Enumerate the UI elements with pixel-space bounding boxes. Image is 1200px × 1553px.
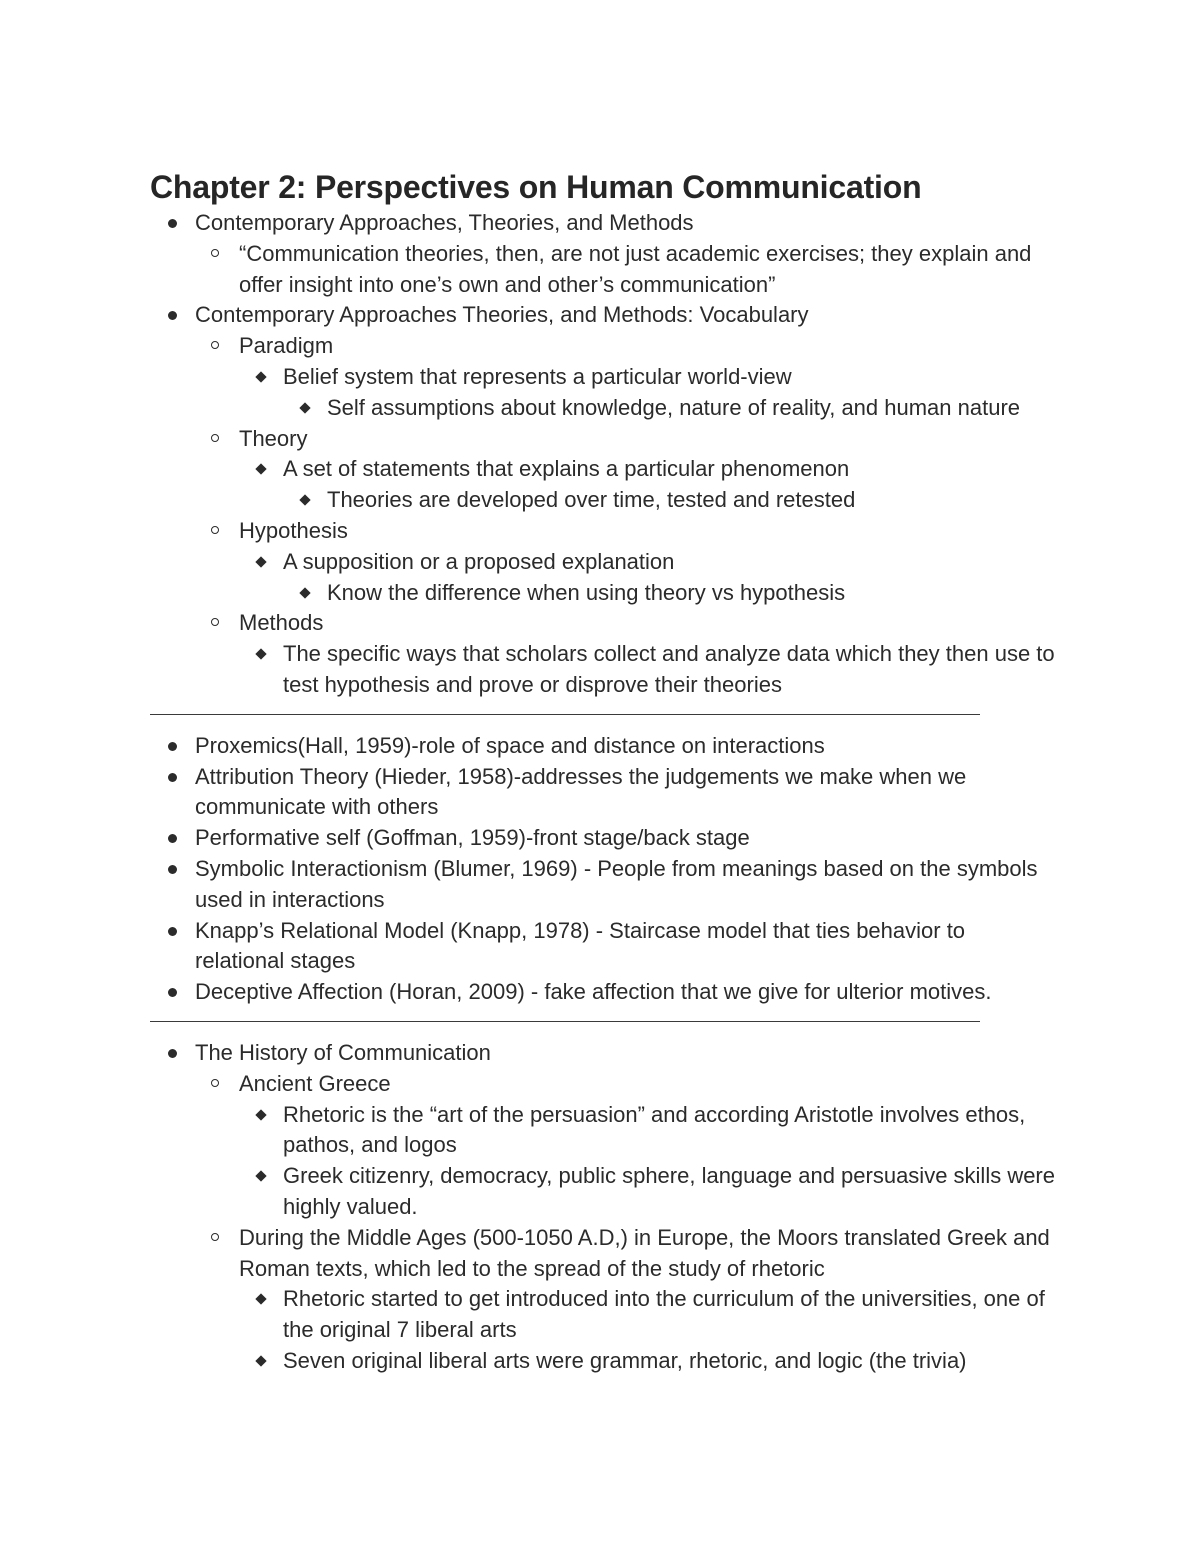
list-item (150, 300, 1060, 700)
diamond-bullet-icon (299, 495, 310, 506)
document-page (150, 168, 1060, 1377)
section-approaches (150, 208, 1060, 701)
bullet-icon (168, 219, 177, 228)
list-item (150, 1038, 1060, 1377)
bullet-icon (168, 988, 177, 997)
term-detail: Self assumptions about knowledge, nature of reality, and human nature (327, 394, 1021, 420)
term-definition: A set of statements that explains a particular phenomenon (283, 456, 850, 482)
section-theorists (150, 731, 1060, 1008)
circle-bullet-icon (211, 618, 219, 626)
bullet-icon (168, 1049, 177, 1058)
list-item (150, 731, 1060, 762)
list-item (195, 516, 1060, 608)
diamond-bullet-icon (255, 648, 266, 659)
term-definition: Belief system that represents a particular world-view (283, 363, 792, 389)
circle-bullet-icon (211, 249, 219, 257)
list-item (239, 639, 1060, 701)
list-item (150, 916, 1060, 978)
term-definition: A supposition or a proposed explanation (283, 548, 675, 574)
list-item (283, 393, 1060, 424)
diamond-bullet-icon (255, 1294, 266, 1305)
list-item (150, 823, 1060, 854)
circle-bullet-icon (211, 1079, 219, 1087)
point-text: Greek citizenry, democracy, public sphere, language and persuasive skills were highly valued. (283, 1163, 1055, 1219)
circle-bullet-icon (211, 526, 219, 534)
term-detail: Theories are developed over time, tested and retested (327, 487, 856, 513)
circle-bullet-icon (211, 434, 219, 442)
list-item (195, 1223, 1060, 1377)
bullet-icon (168, 773, 177, 782)
circle-bullet-icon (211, 341, 219, 349)
item-text: Deceptive Affection (Horan, 2009) - fake affection that we give for ulterior motives. (195, 979, 992, 1005)
subheading-text: Ancient Greece (239, 1070, 391, 1096)
list-item (283, 578, 1060, 609)
list-item (239, 1346, 1060, 1377)
term-label: Methods (239, 610, 324, 636)
diamond-bullet-icon (299, 587, 310, 598)
quote-text: “Communication theories, then, are not just academic exercises; they explain and offer insight into one’s own and other’s communication” (239, 240, 1032, 297)
list-item (239, 1100, 1060, 1162)
list-item (239, 547, 1060, 609)
list-item (239, 1284, 1060, 1346)
circle-bullet-icon (211, 1233, 219, 1241)
item-text: The History of Communication (195, 1039, 491, 1065)
list-item (239, 362, 1060, 424)
divider (150, 1021, 980, 1022)
term-detail: Know the difference when using theory vs hypothesis (327, 579, 846, 605)
list-item (150, 977, 1060, 1008)
list-item (150, 762, 1060, 824)
list-item (195, 239, 1060, 301)
diamond-bullet-icon (255, 1355, 266, 1366)
diamond-bullet-icon (299, 402, 310, 413)
list-item (150, 208, 1060, 300)
diamond-bullet-icon (255, 1170, 266, 1181)
item-text: Symbolic Interactionism (Blumer, 1969) - People from meanings based on the symbols used in interactions (195, 855, 1038, 912)
list-item (195, 1069, 1060, 1223)
item-text: Attribution Theory (Hieder, 1958)-addresses the judgements we make when we communicate with others (195, 763, 967, 820)
term-label: Hypothesis (239, 517, 348, 543)
diamond-bullet-icon (255, 371, 266, 382)
bullet-icon (168, 311, 177, 320)
list-item (239, 1161, 1060, 1223)
term-definition: The specific ways that scholars collect and analyze data which they then use to test hypothesis and prove or disprove their theories (283, 641, 1055, 697)
item-text: Proxemics(Hall, 1959)-role of space and distance on interactions (195, 732, 825, 758)
point-text: Rhetoric is the “art of the persuasion” and according Aristotle involves ethos, pathos, and logos (283, 1101, 1026, 1158)
list-item (150, 854, 1060, 916)
bullet-icon (168, 834, 177, 843)
list-item (239, 454, 1060, 516)
bullet-icon (168, 742, 177, 751)
bullet-icon (168, 927, 177, 936)
subheading-text: During the Middle Ages (500-1050 A.D,) in Europe, the Moors translated Greek and Roman texts, which led to the spread of the study of rhetoric (239, 1224, 1050, 1281)
divider (150, 714, 980, 715)
list-item (283, 485, 1060, 516)
point-text: Rhetoric started to get introduced into the curriculum of the universities, one of the original 7 liberal arts (283, 1286, 1045, 1343)
diamond-bullet-icon (255, 464, 266, 475)
item-text: Knapp’s Relational Model (Knapp, 1978) - Staircase model that ties behavior to relational stages (195, 917, 966, 974)
diamond-bullet-icon (255, 556, 266, 567)
section-history (150, 1038, 1060, 1377)
term-label: Paradigm (239, 333, 334, 359)
item-text: Contemporary Approaches Theories, and Methods: Vocabulary (195, 302, 809, 328)
bullet-icon (168, 865, 177, 874)
point-text: Seven original liberal arts were grammar, rhetoric, and logic (the trivia) (283, 1347, 967, 1373)
list-item (195, 608, 1060, 700)
term-label: Theory (239, 425, 308, 451)
item-text: Performative self (Goffman, 1959)-front stage/back stage (195, 825, 750, 851)
item-text: Contemporary Approaches, Theories, and Methods (195, 210, 694, 235)
list-item (195, 331, 1060, 423)
diamond-bullet-icon (255, 1109, 266, 1120)
page-title: Chapter 2: Perspectives on Human Communication (150, 169, 922, 205)
list-item (195, 424, 1060, 516)
